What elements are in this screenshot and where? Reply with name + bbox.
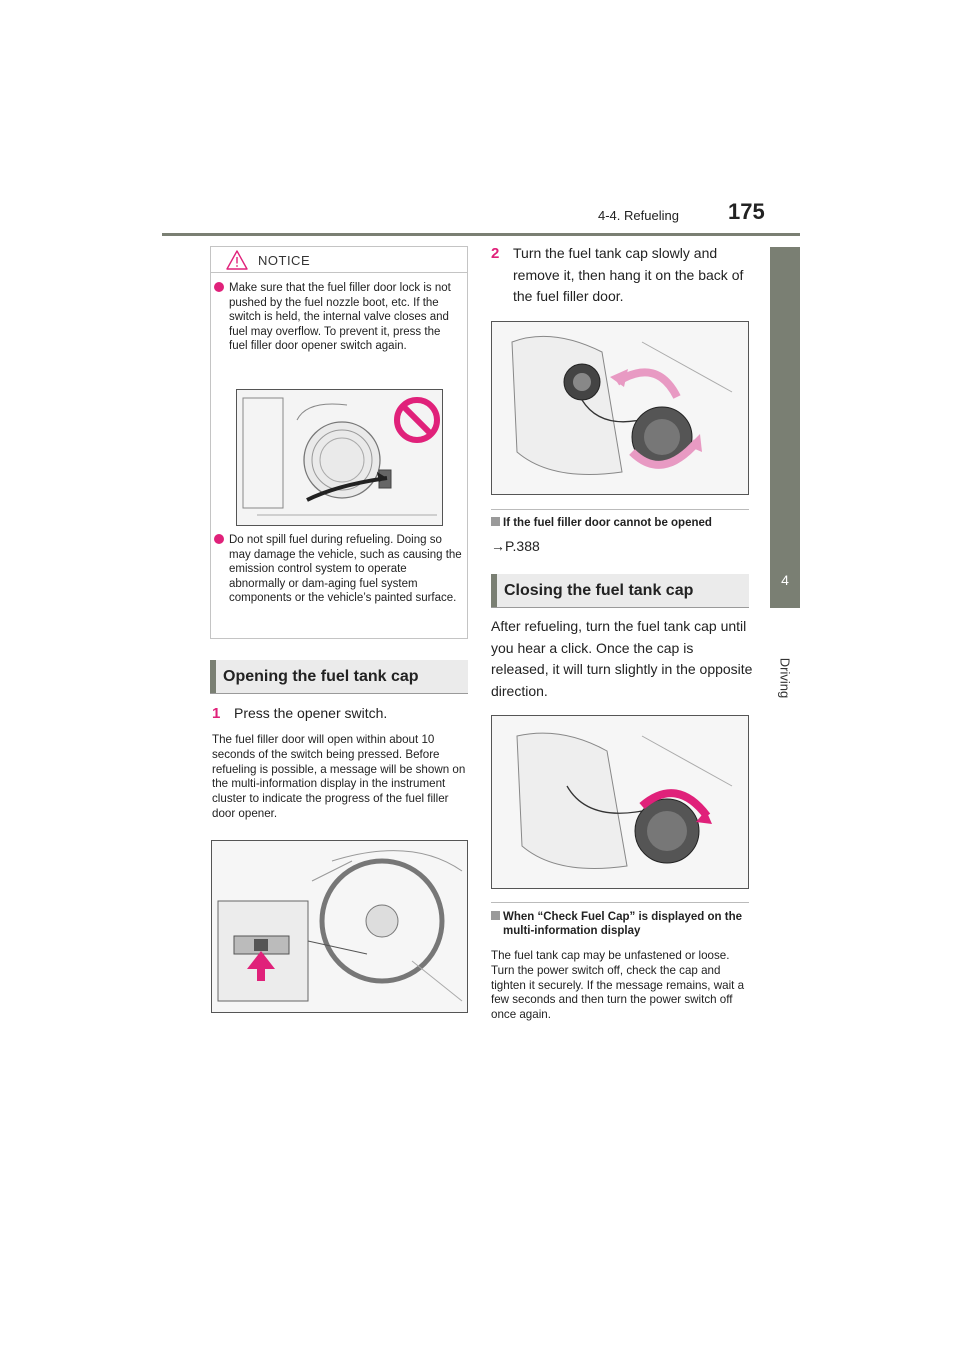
figure-close-cap [491,715,749,889]
square-bullet-icon [491,911,500,920]
section-heading-text: Closing the fuel tank cap [504,581,694,599]
notice-bullet-text: Make sure that the fuel filler door lock is not pushed by the fuel nozzle boot, etc. If the switch is held, the internal valve closes and fuel may overflow. To prevent it, press the fuel filler door opener switch again. [229,282,451,353]
chapter-number: 4 [781,572,789,588]
closing-text: After refueling, turn the fuel tank cap until you hear a click. Once the cap is released, it will turn slightly in the opposite direction. [491,618,753,699]
figure-remove-cap [491,321,749,495]
page-number: 175 [728,199,765,224]
subheading-text: When “Check Fuel Cap” is displayed on the multi-information display [503,911,742,937]
section-heading-text: Opening the fuel tank cap [223,667,419,685]
section-heading-opening [210,660,468,694]
chapter-label-box [764,648,806,708]
warning-triangle-icon [226,250,248,270]
square-bullet-icon [491,517,500,526]
step-1-note: The fuel filler door will open within about 10 seconds of the switch being pressed. Before refueling is possible, a message will be shown on the multi-information display in the instrument cluster to indicate the progress of the fuel filler door opener. [212,733,466,820]
step-number: 1 [212,705,221,722]
section-heading-closing [491,574,749,608]
step-text: Press the opener switch. [234,705,388,721]
step-number: 2 [491,245,500,262]
subheading-cannot-open [491,516,753,532]
chapter-label: Driving [777,657,793,699]
section-title: 4-4. Refueling [598,208,679,223]
figure-opener-switch [211,840,468,1013]
figure-filler-door-nozzle [236,389,443,526]
bullet-dot-icon [214,282,224,292]
step-2 [491,243,753,309]
step-text: Turn the fuel tank cap slowly and remove it, then hang it on the back of the fuel filler door. [513,245,744,304]
divider [491,509,749,510]
section-accent [210,660,216,693]
notice-title: NOTICE [258,253,311,268]
header-rule [162,233,800,236]
divider [491,902,749,903]
step-1 [212,703,468,725]
subheading-text: If the fuel filler door cannot be opened [503,517,712,529]
check-cap-text: The fuel tank cap may be unfastened or loose. Turn the power switch off, check the cap and tighten it securely. If the message remains, wait a few seconds and then turn the power switch off once again. [491,949,745,1022]
bullet-dot-icon [214,534,224,544]
notice-bullet [214,533,462,633]
chapter-tab [770,247,800,608]
subheading-check-cap [491,910,753,940]
section-accent [491,574,497,607]
notice-bullet [214,281,462,371]
page-reference: →P.388 [491,538,540,554]
notice-bullet-text: Do not spill fuel during refueling. Doing so may damage the vehicle, such as causing the emission control system to operate abnormally or dam-aging fuel system components or the vehicle’s painted surface. [229,534,462,605]
notice-header-rule [210,272,468,273]
